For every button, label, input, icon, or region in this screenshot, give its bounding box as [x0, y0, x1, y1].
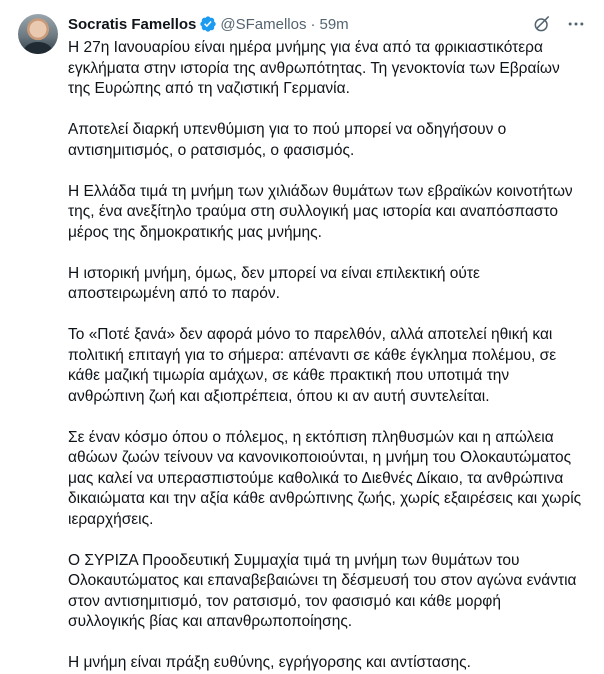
tweet-timestamp[interactable]: 59m — [319, 15, 349, 33]
separator-dot: · — [310, 15, 316, 33]
tweet-paragraph: Η ιστορική μνήμη, όμως, δεν μπορεί να είναι επιλεκτική ούτε αποστειρωμένη από το παρόν. — [68, 264, 480, 302]
tweet-header — [68, 13, 588, 35]
tweet-paragraph: Η Ελλάδα τιμά τη μνήμη των χιλιάδων θυμάτων των εβραϊκών κοινοτήτων της, ένα ανεξίτηλο τραύμα στη συλλογική μας ιστορία και αναπόσπαστο μέρος της δημοκρατικής μας μνήμης. — [68, 182, 573, 241]
tweet-paragraph: Το «Ποτέ ξανά» δεν αφορά μόνο το παρελθόν, αλλά αποτελεί ηθική και πολιτική επιταγή για το σήμερα: απέναντι σε κάθε έγκλημα πολέμου, σε κάθε μαζική τιμωρία αμάχων, σε κάθε πρακτική που υποτιμά την ανθρώπινη ζωή και αξιοπρέπεια, όπου κι αν αυτή συντελείται. — [68, 326, 557, 405]
avatar[interactable] — [18, 14, 58, 54]
more-icon[interactable] — [566, 14, 586, 34]
tweet-paragraph: Η 27η Ιανουαρίου είναι ημέρα μνήμης για ένα από τα φρικιαστικότερα εγκλήματα στην ιστορία της ανθρωπότητας. Τη γενοκτονία των Εβραίων της Ευρώπης από τη ναζιστική Γερμανία. — [68, 39, 560, 97]
header-actions — [532, 14, 588, 34]
avatar-column — [16, 12, 64, 656]
tweet-paragraph: Ο ΣΥΡΙΖΑ Προοδευτική Συμμαχία τιμά τη μνήμη των θυμάτων του Ολοκαυτώματος και επαναβεβαιώνει τη δέσμευσή του στον αγώνα ενάντια στον αντισημιτισμό, τον ρατσισμό, τον φασισμό και κάθε μορφή συλλογικής βίας και απανθρωποποίησης. — [68, 551, 577, 630]
tweet-paragraph: Η μνήμη είναι πράξη ευθύνης, εγρήγορσης και αντίστασης. — [68, 654, 471, 671]
verified-badge-icon[interactable] — [199, 15, 217, 33]
tweet-paragraph: Αποτελεί διαρκή υπενθύμιση για το πού μπορεί να οδηγήσουν ο αντισημιτισμός, ο ρατσισμός, ο φασισμός. — [68, 121, 507, 159]
grok-icon[interactable] — [532, 14, 552, 34]
tweet-paragraph: Σε έναν κόσμο όπου ο πόλεμος, η εκτόπιση πληθυσμών και η απώλεια αθώων ζωών τείνουν να κανονικοποιούνται, η μνήμη του Ολοκαυτώματος μας καλεί να υπερασπιστούμε καθολικά το Διεθνές Δίκαιο, τα ανθρώπινα δικαιώματα και την αξία κάθε ανθρώπινης ζωής, χωρίς εξαιρέσεις και χωρίς ιεραρχήσεις. — [68, 428, 582, 528]
tweet-content — [68, 12, 588, 671]
author-handle[interactable]: @SFamellos — [220, 15, 307, 33]
author-name[interactable]: Socratis Famellos — [68, 15, 197, 33]
tweet-text — [68, 38, 588, 674]
